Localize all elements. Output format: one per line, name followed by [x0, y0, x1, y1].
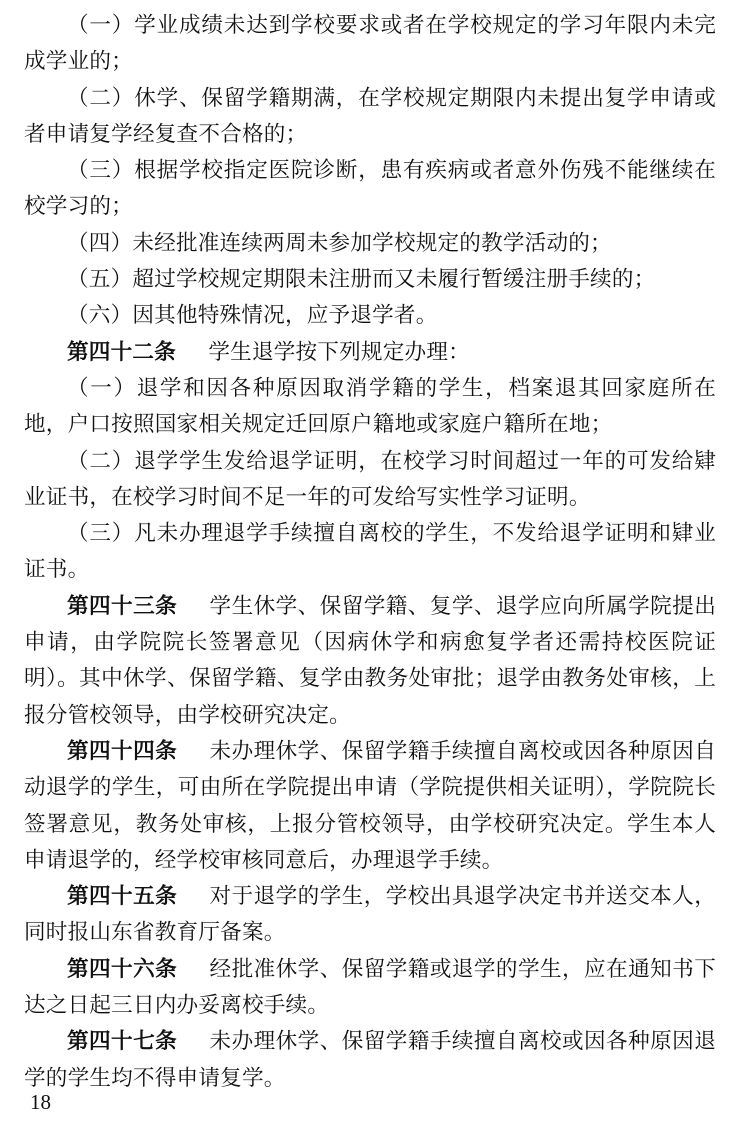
page-number: 18 — [30, 1090, 51, 1114]
document-body — [24, 8, 716, 1097]
article-42-item-3 — [24, 516, 716, 589]
paragraph-text: （二）休学、保留学籍期满，在学校规定期限内未提出复学申请或者申请复学经复查不合格的； — [24, 85, 716, 147]
paragraph-text: （五）超过学校规定期限未注册而又未履行暂缓注册手续的； — [67, 267, 656, 293]
article-text: 学生休学、保留学籍、复学、退学应向所属学院提出申请，由学院院长签署意见（因病休学和病愈复学者还需持校医院证明）。其中休学、保留学籍、复学由教务处审批；退学由教务处审核，上报分管校领导，由学校研究决定。 — [24, 593, 716, 728]
paragraph-text: （三）根据学校指定医院诊断，患有疾病或者意外伤残不能继续在校学习的； — [24, 158, 716, 220]
article-42-item-1 — [24, 371, 716, 444]
article-heading: 第四十六条 — [67, 956, 178, 982]
paragraph-item-1 — [24, 8, 716, 81]
paragraph-item-6 — [24, 298, 716, 334]
paragraph-item-4 — [24, 226, 716, 262]
article-text: 经批准休学、保留学籍或退学的学生，应在通知书下达之日起三日内办妥离校手续。 — [24, 956, 716, 1019]
article-heading: 第四十二条 — [67, 339, 176, 365]
paragraph-text: （一）学业成绩未达到学校要求或者在学校规定的学习年限内未完成学业的； — [24, 13, 716, 75]
article-43 — [24, 589, 716, 734]
paragraph-item-5 — [24, 262, 716, 298]
article-42 — [24, 335, 716, 371]
article-44 — [24, 734, 716, 879]
article-text: 未办理休学、保留学籍手续擅自离校或因各种原因退学的学生均不得申请复学。 — [24, 1029, 716, 1091]
article-text: 未办理休学、保留学籍手续擅自离校或因各种原因自动退学的学生，可由所在学院提出申请（学院提供相关证明），学院院长签署意见，教务处审核，上报分管校领导，由学校研究决定。学生本人申请退学的，经学校审核同意后，办理退学手续。 — [24, 738, 716, 873]
article-45 — [24, 879, 716, 952]
article-heading: 第四十四条 — [67, 738, 178, 764]
paragraph-item-3 — [24, 153, 716, 226]
paragraph-text: （二）退学学生发给退学证明，在校学习时间超过一年的可发给肄业证书，在校学习时间不足一年的可发给写实性学习证明。 — [24, 448, 716, 510]
paragraph-text: （一）退学和因各种原因取消学籍的学生，档案退其回家庭所在地，户口按照国家相关规定迁回原户籍地或家庭户籍所在地； — [24, 375, 716, 438]
paragraph-item-2 — [24, 81, 716, 154]
article-heading: 第四十五条 — [67, 884, 178, 910]
paragraph-text: （三）凡未办理退学手续擅自离校的学生，不发给退学证明和肄业证书。 — [24, 521, 716, 583]
article-heading: 第四十七条 — [67, 1029, 178, 1055]
article-heading: 第四十三条 — [67, 593, 178, 619]
paragraph-text: （四）未经批准连续两周未参加学校规定的教学活动的； — [67, 230, 612, 256]
article-text: 学生退学按下列规定办理： — [208, 339, 470, 365]
article-47 — [24, 1024, 716, 1097]
paragraph-text: （六）因其他特殊情况，应予退学者。 — [67, 303, 438, 329]
article-42-item-2 — [24, 444, 716, 517]
article-text: 对于退学的学生，学校出具退学决定书并送交本人，同时报山东省教育厅备案。 — [24, 884, 716, 946]
article-46 — [24, 952, 716, 1025]
